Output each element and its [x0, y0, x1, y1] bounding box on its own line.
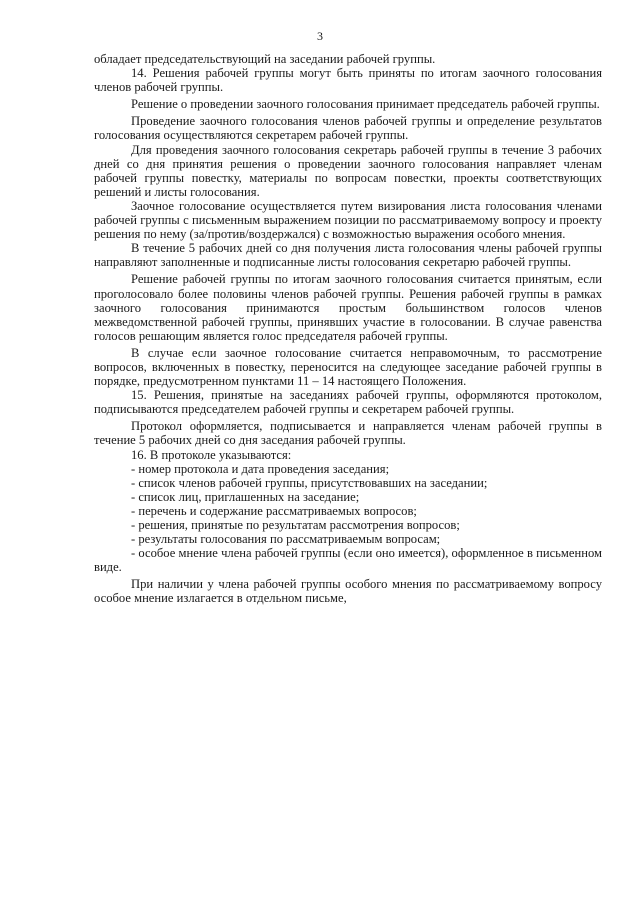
paragraph: При наличии у члена рабочей группы особого мнения по рассматриваемому вопросу особое мнение излагается в отдельном письме, — [94, 577, 602, 606]
paragraph: Решение рабочей группы по итогам заочного голосования считается принятым, если проголосовало более половины членов рабочей группы. Решения рабочей группы в рамках заочного голосования принимаются простым большинством голосов членов межведомственной рабочей группы, принявших участие в голосовании. В случае равенства голосов решающим является голос председателя рабочей группы. — [94, 272, 602, 343]
paragraph-continuation: обладает председательствующий на заседании рабочей группы. — [94, 52, 436, 66]
document-body — [94, 52, 602, 606]
list-item: - номер протокола и дата проведения заседания; — [131, 461, 390, 476]
list-item: - решения, принятые по результатам рассмотрения вопросов; — [131, 518, 460, 532]
paragraph-item-15: 15. Решения, принятые на заседаниях рабочей группы, оформляются протоколом, подписываются председателем рабочей группы и секретарем рабочей группы. — [94, 388, 602, 417]
paragraph: В случае если заочное голосование считается неправомочным, то рассмотрение вопросов, включенных в повестку, переносится на следующее заседание рабочей группы в порядке, предусмотренном пунктами 11 – 14 настоящего Положения. — [94, 345, 602, 389]
paragraph: Проведение заочного голосования членов рабочей группы и определение результатов голосования осуществляются секретарем рабочей группы. — [94, 114, 602, 143]
list-item: - перечень и содержание рассматриваемых вопросов; — [131, 503, 417, 518]
list-item: - список членов рабочей группы, присутствовавших на заседании; — [131, 475, 488, 490]
paragraph: Для проведения заочного голосования секретарь рабочей группы в течение 3 рабочих дней со дня принятия решения о проведении заочного голосования направляет членам рабочей группы повестку, материалы по вопросам повестки, проекты соответствующих решений и листы голосования. — [94, 142, 602, 199]
list-item: - особое мнение члена рабочей группы (если оно имеется), оформленное в письменном виде. — [94, 546, 602, 575]
paragraph-item-14: 14. Решения рабочей группы могут быть приняты по итогам заочного голосования членов рабочей группы. — [94, 66, 602, 95]
list-item: - результаты голосования по рассматриваемым вопросам; — [131, 532, 441, 547]
paragraph: В течение 5 рабочих дней со дня получения листа голосования члены рабочей группы направляют заполненные и подписанные листы голосования секретарю рабочей группы. — [94, 241, 602, 270]
paragraph: Заочное голосование осуществляется путем визирования листа голосования членами рабочей группы с письменным выражением позиции по рассматриваемому вопросу и проекту решения по нему (за/против/воздержался) с возможностью выражения особого мнения. — [94, 198, 602, 242]
paragraph: Протокол оформляется, подписывается и направляется членам рабочей группы в течение 5 рабочих дней со дня заседания рабочей группы. — [94, 419, 602, 448]
list-item: - список лиц, приглашенных на заседание; — [131, 489, 360, 504]
paragraph: Решение о проведении заочного голосования принимает председатель рабочей группы. — [131, 97, 600, 112]
page-number: 3 — [317, 29, 323, 43]
paragraph-item-16: 16. В протоколе указываются: — [131, 447, 292, 462]
